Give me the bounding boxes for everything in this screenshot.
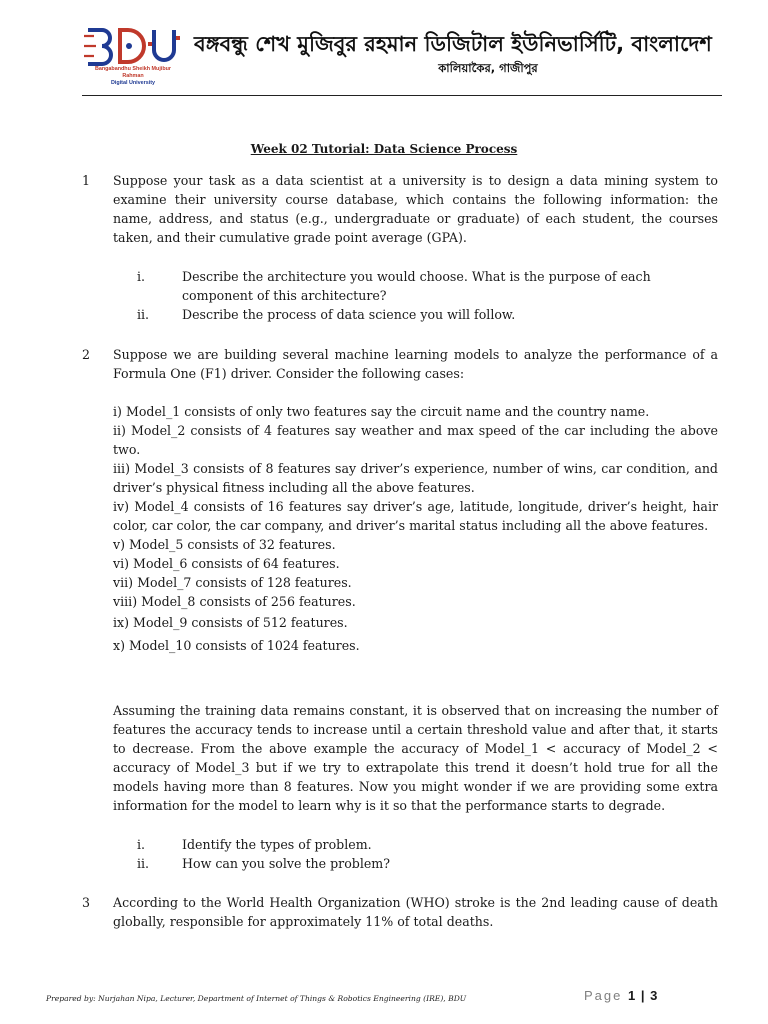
model-item: ii) Model_2 consists of 4 features say weather and max speed of the car including the above two. <box>113 423 718 457</box>
letterhead <box>82 22 722 94</box>
sub-question-text: Describe the architecture you would choose. What is the purpose of each component of this architecture? <box>182 269 651 303</box>
roman-numeral: ii. <box>137 307 150 322</box>
model-item: vii) Model_7 consists of 128 features. <box>113 575 352 590</box>
sub-question-text: How can you solve the problem? <box>182 856 391 871</box>
model-item: iv) Model_4 consists of 16 features say driver’s age, latitude, longitude, driver’s height, hair color, car color, the car company, and driver’s marital status including all the above features. <box>113 499 718 533</box>
sub-question-text: Describe the process of data science you will follow. <box>182 307 516 322</box>
university-logo <box>82 26 182 84</box>
footer-prepared-by: Prepared by: Nurjahan Nipa, Lecturer, Department of Internet of Things & Robotics Engineering (IRE), BDU <box>46 994 467 1003</box>
model-list <box>82 402 718 682</box>
question-3 <box>82 893 718 933</box>
question-1 <box>82 171 718 251</box>
question-text: Suppose your task as a data scientist at a university is to design a data mining system to examine their university course database, which contains the following information: the name, address, and status (e.g., undergraduate or graduate) of each student, the courses taken, and their cumulative grade point average (GPA). <box>113 173 718 245</box>
question-number: 2 <box>82 347 91 362</box>
question-number: 3 <box>82 895 91 910</box>
page-current: 1 <box>628 988 636 1003</box>
question-number: 1 <box>82 173 91 188</box>
model-item: viii) Model_8 consists of 256 features. <box>113 594 356 609</box>
institution-location: কালিয়াকৈর, গাজীপুর <box>438 61 538 75</box>
page-indicator <box>584 988 684 1003</box>
question-intro: Suppose we are building several machine learning models to analyze the performance of a Formula One (F1) driver. Consider the following cases: <box>113 347 718 381</box>
model-item: ix) Model_9 consists of 512 features. <box>113 615 348 630</box>
question-2 <box>82 345 718 385</box>
logo-caption-line2: Digital University <box>110 80 156 86</box>
model-item: i) Model_1 consists of only two features say the circuit name and the country name. <box>113 404 650 419</box>
model-item: vi) Model_6 consists of 64 features. <box>113 556 340 571</box>
roman-numeral: i. <box>137 837 146 852</box>
paragraph-text: Assuming the training data remains constant, it is observed that on increasing the number of features the accuracy tends to increase until a certain threshold value and after that, it starts to decrease. From the above example the accuracy of Model_1 < accuracy of Model_2 < accuracy of Model_3 but if we try to extrapolate this trend it doesn’t hold true for all the models having more than 8 features. Now you might wonder if we are providing some extra information for the model to learn why is it so that the performance starts to degrade. <box>113 703 718 813</box>
page-label: Page <box>584 988 623 1003</box>
header-divider <box>82 95 722 96</box>
model-item: v) Model_5 consists of 32 features. <box>113 537 336 552</box>
logo-caption <box>84 66 182 87</box>
logo-caption-line1: Bangabandhu Sheikh Mujibur Rahman <box>94 66 172 79</box>
roman-numeral: ii. <box>137 856 150 871</box>
model-item: iii) Model_3 consists of 8 features say driver’s experience, number of wins, car condition, and driver’s physical fitness including all the above features. <box>113 461 718 495</box>
page-separator: | <box>640 988 645 1003</box>
logo-mark-icon <box>82 26 182 66</box>
page-total: 3 <box>650 988 658 1003</box>
sub-question-text: Identify the types of problem. <box>182 837 372 852</box>
q2-paragraph <box>82 701 718 821</box>
tutorial-title: Week 02 Tutorial: Data Science Process <box>250 142 518 156</box>
institution-name: বঙ্গবন্ধু শেখ মুজিবুর রহমান ডিজিটাল ইউনিভার্সিটি, বাংলাদেশ <box>194 32 712 56</box>
model-item: x) Model_10 consists of 1024 features. <box>113 638 360 653</box>
roman-numeral: i. <box>137 269 146 284</box>
question-text: According to the World Health Organization (WHO) stroke is the 2nd leading cause of death globally, responsible for approximately 11% of total deaths. <box>113 895 718 929</box>
